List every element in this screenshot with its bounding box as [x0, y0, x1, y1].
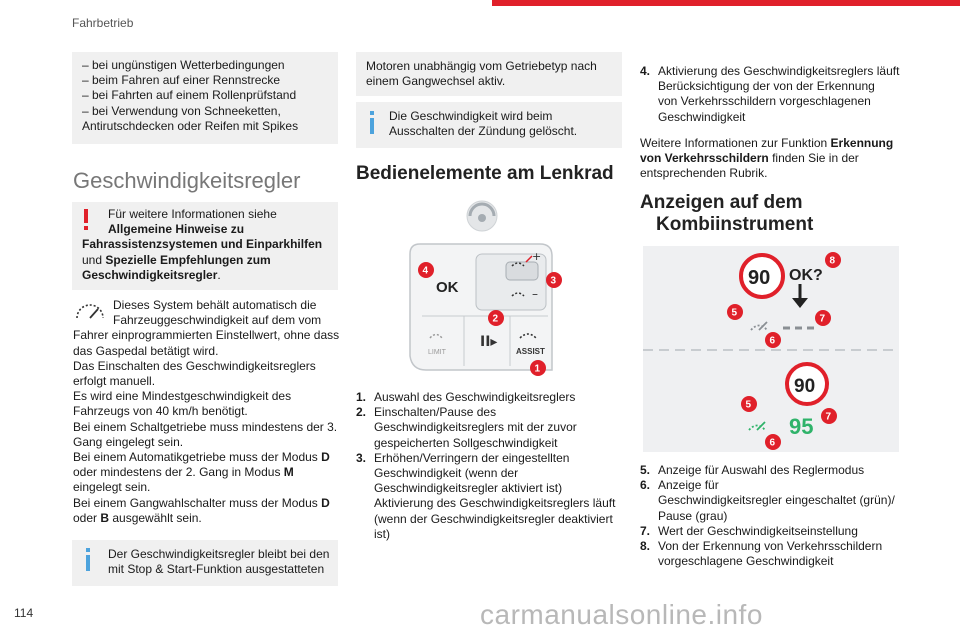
heading-line: Anzeigen auf dem [640, 192, 803, 213]
section-heading-speed-regulator: Geschwindigkeitsregler [73, 168, 301, 193]
item-text: Erhöhen/Verringern der eingestellten [374, 450, 570, 465]
item-text: Pause (grau) [658, 508, 728, 523]
set-speed-value: 95 [789, 414, 814, 439]
info-line: Ausschalten der Zündung gelöscht. [389, 124, 578, 139]
mode-letter: D [321, 495, 330, 510]
confirm-label: OK? [789, 267, 823, 284]
info-icon [84, 548, 92, 572]
section-heading-steering-controls: Bedienelemente am Lenkrad [356, 163, 614, 184]
bullet-item: – bei Verwendung von Schneeketten, [82, 103, 281, 118]
mode-letter: M [283, 465, 294, 480]
text-bold: von Verkehrsschildern [640, 151, 769, 166]
svg-text:II▸: II▸ [480, 334, 498, 350]
text-line: Das Einschalten des Geschwindigkeitsreglers [73, 358, 316, 373]
list-item [640, 478, 920, 524]
item-text: Geschwindigkeitsregler eingeschaltet (grün)/ [658, 493, 895, 508]
assist-label: ASSIST [516, 347, 545, 356]
item-text: Geschwindigkeit [658, 109, 746, 124]
speed-regulator-icon [73, 300, 107, 324]
text-line: entsprechenden Rubrik. [640, 166, 768, 181]
warning-line: Allgemeine Hinweise zu [108, 222, 245, 237]
text-line: Bei einem Automatikgetriebe muss der Modus [73, 450, 322, 465]
bullet-item: Antirutschdecken oder Reifen mit Spikes [82, 118, 299, 133]
speed-sign-top: 90 [748, 267, 771, 289]
limit-label: LIMIT [428, 349, 446, 356]
item-number: 2. [356, 405, 367, 420]
text-line: oder mindestens der 2. Gang in Modus [73, 465, 284, 480]
text-line: ausgewählt sein. [109, 510, 202, 525]
callout-6: 6 [769, 335, 776, 347]
warning-line: Für weitere Informationen siehe [108, 207, 277, 221]
callout-6: 6 [769, 437, 776, 449]
list-item [640, 539, 920, 569]
callout-3: 3 [550, 275, 557, 287]
list-item [356, 451, 626, 542]
callout-4: 4 [422, 265, 429, 277]
text-line: Bei einem Gangwahlschalter muss der Modus [73, 495, 322, 510]
item-number: 4. [640, 64, 651, 78]
callout-7: 7 [819, 313, 826, 325]
warning-text: . [217, 267, 221, 282]
text-line: Es wird eine Mindestgeschwindigkeit des [73, 389, 292, 404]
text-line: Motoren unabhängig vom Getriebetyp nach [366, 59, 597, 73]
warning-text-bold: Spezielle Empfehlungen zum [105, 252, 271, 267]
warning-icon [82, 209, 90, 231]
bullet-item: – bei Fahrten auf einem Rollenprüfstand [82, 88, 297, 103]
bullet-item: – bei ungünstigen Wetterbedingungen [82, 58, 285, 72]
list-item [640, 64, 910, 125]
text-line: finden Sie in der [768, 151, 859, 166]
bullet-item: – beim Fahren auf einer Rennstrecke [82, 73, 281, 88]
warning-box [72, 202, 338, 290]
item-text: Von der Erkennung von Verkehrsschildern [658, 539, 883, 554]
callout-5: 5 [731, 307, 738, 319]
warning-line: Fahrassistenzsystemen und Einparkhilfen [82, 237, 323, 252]
warning-text: und [82, 252, 106, 267]
text-bold: Erkennung [830, 136, 894, 150]
item-number: 1. [356, 390, 367, 404]
info-line: Die Geschwindigkeit wird beim [389, 109, 553, 123]
item-4-block [640, 64, 910, 125]
item-text: ist) [374, 526, 390, 541]
text-line: Fahrer einprogrammierten Einstellwert, ohne dass [73, 328, 340, 343]
text-line: eingelegt sein. [73, 480, 151, 495]
item-number: 6. [640, 478, 651, 493]
steering-wheel-icon [467, 201, 497, 231]
callout-2: 2 [492, 313, 499, 325]
mode-letter: B [100, 510, 110, 525]
text-line: Fahrzeugs von 40 km/h benötigt. [73, 404, 248, 419]
text-line: Bei einem Schaltgetriebe muss mindestens der 3. [73, 419, 338, 434]
item-text: Auswahl des Geschwindigkeitsreglers [374, 390, 576, 404]
item-text: (wenn der Geschwindigkeitsregler deaktiviert [374, 511, 613, 526]
item-text: Aktivierung des Geschwindigkeitsreglers läuft [374, 496, 616, 511]
info-icon [368, 111, 376, 135]
item-text: Einschalten/Pause des [374, 405, 497, 420]
speed-sign-bottom: 90 [794, 376, 816, 397]
instrument-display-illustration [643, 246, 899, 452]
svg-text:+: + [532, 250, 542, 263]
conditions-box [72, 52, 338, 144]
system-description [73, 298, 343, 526]
watermark-link[interactable]: carmanualsonline.info [480, 599, 763, 630]
item-number: 3. [356, 450, 367, 465]
steering-controls-illustration [392, 196, 572, 396]
item-number: 8. [640, 539, 651, 554]
item-text: Geschwindigkeitsreglers mit der zuvor [374, 420, 577, 435]
text-line: einem Gangwechsel aktiv. [366, 74, 506, 89]
item-text: Geschwindigkeitsregler aktiviert ist) [374, 481, 563, 496]
item-text: von Verkehrsschildern vorgeschlagenen [658, 94, 871, 109]
svg-text:–: – [532, 287, 538, 301]
list-item [356, 390, 626, 405]
item-text: Anzeige für Auswahl des Reglermodus [658, 463, 865, 477]
item-text: Wert der Geschwindigkeitseinstellung [658, 523, 858, 538]
item-text: Geschwindigkeit (wenn der [374, 466, 519, 481]
heading-line: Kombiinstrument [656, 214, 814, 235]
callout-8: 8 [829, 255, 836, 267]
more-info-paragraph [640, 136, 910, 182]
info-box [356, 102, 622, 148]
page-number: 114 [14, 606, 34, 620]
continuation-box [356, 52, 622, 96]
info-box [72, 540, 338, 586]
list-item [640, 463, 920, 478]
item-text: Anzeige für [658, 478, 719, 493]
section-heading-instrument-display [640, 192, 813, 236]
text-line: oder [73, 510, 101, 525]
callout-7: 7 [825, 411, 832, 423]
callout-5: 5 [745, 399, 752, 411]
text-line: das Gaspedal betätigt wird. [73, 343, 219, 358]
item-number: 7. [640, 523, 651, 538]
item-text: gespeicherten Sollgeschwindigkeit [374, 435, 558, 450]
info-line: Der Geschwindigkeitsregler bleibt bei den [108, 547, 330, 561]
text-line: Gang eingelegt sein. [73, 434, 184, 449]
header-accent-bar [492, 0, 960, 6]
info-line: mit Stop & Start-Funktion ausgestatteten [108, 562, 325, 577]
warning-text-bold: Geschwindigkeitsregler [82, 267, 218, 282]
ok-button-label: OK [436, 279, 459, 296]
text-line: Dieses System behält automatisch die [113, 298, 317, 312]
item-text: vorgeschlagene Geschwindigkeit [658, 554, 834, 569]
item-number: 5. [640, 463, 651, 477]
text-line: Fahrzeuggeschwindigkeit auf dem vom [113, 313, 322, 328]
callout-1: 1 [534, 363, 541, 375]
text-line: Weitere Informationen zur Funktion [640, 136, 831, 150]
item-text: Berücksichtigung der von der Erkennung [658, 79, 875, 94]
running-header: Fahrbetrieb [72, 16, 134, 30]
list-item [356, 405, 626, 451]
mode-letter: D [321, 450, 330, 465]
controls-legend [356, 390, 626, 542]
list-item [640, 524, 920, 539]
text-line: erfolgt manuell. [73, 374, 156, 389]
item-text: Aktivierung des Geschwindigkeitsreglers läuft [658, 64, 900, 78]
display-legend [640, 463, 920, 569]
